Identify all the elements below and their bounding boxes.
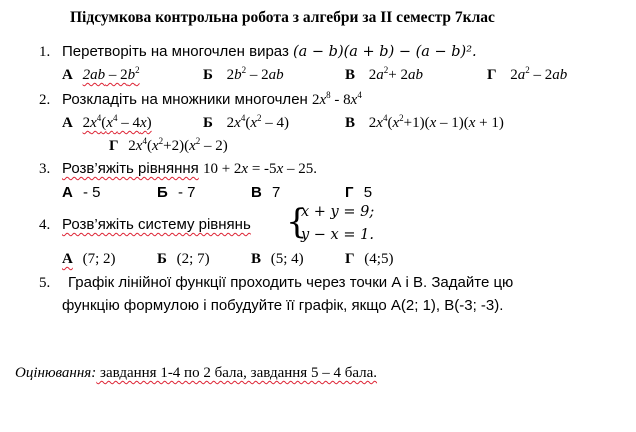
option-letter: В (251, 251, 262, 267)
task-2-option-a (62, 115, 152, 132)
option-value: (4;5) (364, 251, 394, 267)
option-value: $2x^4(x^2+1)(x - 1)(x + 1)$ (368, 113, 504, 131)
option-value: $2a^2 - 2ab$ (510, 65, 568, 83)
option-letter: Г (345, 184, 354, 201)
option-letter: Г (109, 138, 119, 154)
option-letter: Б (157, 184, 168, 201)
system-equation-2: y − x = 1. (301, 227, 374, 243)
grading-text: завдання 1-4 по 2 бала, завдання 5 – 4 бала. (96, 365, 378, 381)
task-1-expression: (a − b)(a + b) − (a − b)². (293, 44, 477, 60)
task-3-number: 3. (39, 161, 51, 177)
option-value: - 7 (177, 184, 196, 201)
option-value: (2; 7) (176, 251, 210, 267)
option-letter: Б (157, 251, 167, 267)
task-2-prompt: Розкладіть на множники многочлен (62, 91, 308, 108)
option-value: $2ab - 2b^2$ (82, 65, 140, 83)
task-1-option-c (345, 67, 423, 84)
task-2-text (62, 91, 362, 109)
task-2-option-d (109, 138, 228, 155)
task-3-prompt: Розв’яжіть рівняння (62, 160, 199, 177)
task-3-option-d (345, 184, 372, 201)
task-3-text (62, 160, 317, 178)
task-3-option-b (157, 184, 195, 201)
task-1-number: 1. (39, 44, 51, 60)
task-1-option-a (62, 67, 140, 84)
option-value: - 5 (83, 184, 101, 201)
grading-note (15, 365, 377, 382)
task-4-option-a (62, 251, 116, 268)
system-equation-1: x + y = 9; (301, 204, 375, 220)
task-1-option-b (203, 67, 284, 84)
task-1-text (62, 43, 477, 60)
task-3-expression: 10 + 2x = -5x – 25. (202, 161, 317, 177)
task-4-option-d (345, 251, 393, 268)
task-2-option-c (345, 115, 504, 132)
task-2-number: 2. (39, 92, 51, 108)
option-letter: А (62, 184, 73, 201)
option-value: $2b^2 - 2ab$ (226, 65, 284, 83)
task-4-option-b (157, 251, 210, 268)
option-value: (5; 4) (270, 251, 304, 267)
option-value: 7 (272, 184, 281, 201)
task-2-expression: $2x^8 - 8x^4$ (312, 90, 362, 108)
task-1-prompt: Перетворіть на многочлен вираз (62, 43, 289, 60)
option-letter: А (62, 67, 73, 83)
option-value: $2x^4(x^2 - 4)$ (226, 113, 290, 131)
task-3-option-c (251, 184, 280, 201)
task-1-option-d (487, 67, 567, 84)
task-4-option-c (251, 251, 304, 268)
grading-label: Оцінювання: (15, 365, 97, 381)
option-letter: А (62, 115, 73, 131)
option-letter: Г (487, 67, 497, 83)
option-letter: В (251, 184, 262, 201)
system-brace: { (286, 202, 308, 242)
task-2-option-b (203, 115, 289, 132)
page-title: Підсумкова контрольна робота з алгебри за ІІ семестр 7клас (70, 9, 495, 26)
task-5-line-1: Графік лінійної функції проходить через точки А і В. Задайте цю (68, 274, 514, 291)
option-letter: В (345, 67, 356, 83)
option-value: $2x^4(x^4 - 4x)$ (82, 113, 152, 131)
option-letter: Г (345, 251, 355, 267)
task-4-number: 4. (39, 217, 51, 233)
task-3-option-a (62, 184, 101, 201)
task-5-number: 5. (39, 275, 51, 291)
option-letter: Б (203, 67, 213, 83)
task-4-prompt: Розв’яжіть систему рівнянь (62, 216, 251, 233)
option-letter: В (345, 115, 356, 131)
option-value: $2x^4(x^2+2)(x^2 - 2)$ (128, 136, 228, 154)
option-value: (7; 2) (82, 251, 116, 267)
option-letter: А (62, 251, 73, 267)
option-value: $2a^2+ 2ab$ (368, 65, 423, 83)
task-4-text (62, 216, 251, 233)
option-letter: Б (203, 115, 213, 131)
task-5-line-2: функцію формулою і побудуйте її графік, якщо А(2; 1), В(-3; -3). (62, 297, 504, 314)
option-value: 5 (363, 184, 373, 201)
